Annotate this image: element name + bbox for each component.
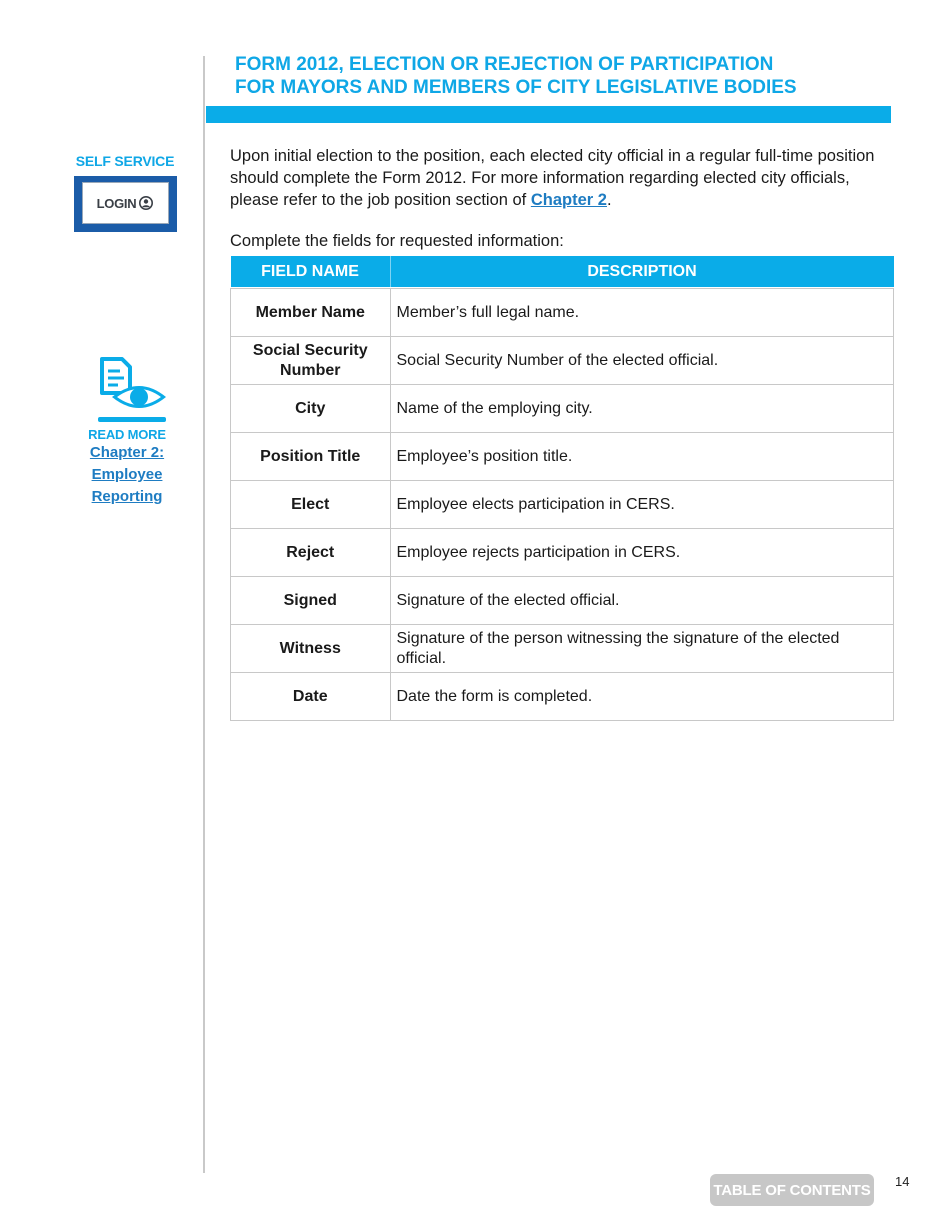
table-header-row [231,256,894,287]
page-number: 14 [895,1174,910,1189]
login-button-face[interactable] [82,182,169,224]
read-more-link-line-3[interactable]: Reporting [91,488,163,505]
intro-text: Upon initial election to the position, each elected city official in a regular full-time position should complete the Form 2012. For more information regarding elected city officials, please refer to the job position section of [230,147,875,209]
table-row [231,385,894,433]
read-more-link-line-1[interactable]: Chapter 2: [89,444,165,461]
description-cell: Date the form is completed. [390,673,894,721]
login-label: LOGIN [96,195,137,211]
field-name-cell: Member Name [231,289,391,337]
read-more-link-line-2[interactable]: Employee [91,466,163,483]
table-row [231,673,894,721]
description-cell: Employee’s position title. [390,433,894,481]
field-name-cell: Elect [231,481,391,529]
title-line-2: FOR MAYORS AND MEMBERS OF CITY LEGISLATIVE BODIES [235,77,797,98]
description-cell: Employee rejects participation in CERS. [390,529,894,577]
title-accent-bar [206,106,891,123]
field-name-cell: Signed [231,577,391,625]
user-icon [139,196,153,210]
description-cell: Employee elects participation in CERS. [390,481,894,529]
description-cell: Name of the employing city. [390,385,894,433]
field-name-cell: City [231,385,391,433]
chapter-2-link[interactable]: Chapter 2 [530,191,607,209]
table-of-contents-button[interactable]: TABLE OF CONTENTS [710,1174,874,1206]
field-name-cell: Reject [231,529,391,577]
table-row [231,337,894,385]
description-cell: Signature of the elected official. [390,577,894,625]
table-row [231,625,894,673]
field-name-cell: Witness [231,625,391,673]
table-row [231,577,894,625]
table-row [231,433,894,481]
complete-instructions: Complete the fields for requested information: [230,232,564,250]
header-field-name: FIELD NAME [231,256,391,287]
table-row [231,529,894,577]
page-title [235,53,895,99]
login-button[interactable] [74,176,177,232]
field-name-cell: Social Security Number [231,337,391,385]
table-row [231,289,894,337]
fields-table [230,256,894,721]
table-row [231,481,894,529]
description-cell: Social Security Number of the elected official. [390,337,894,385]
read-more-panel [72,355,182,508]
page-divider-line [203,56,205,1173]
document-eye-icon [84,355,170,425]
intro-paragraph [230,145,895,211]
description-cell: Signature of the person witnessing the signature of the elected official. [390,625,894,673]
intro-text-end: . [606,191,612,209]
read-more-label: READ MORE [88,427,166,442]
header-description: DESCRIPTION [390,256,894,287]
self-service-label: SELF SERVICE [75,153,175,169]
title-line-1: FORM 2012, ELECTION OR REJECTION OF PARTICIPATION [235,54,774,75]
field-name-cell: Date [231,673,391,721]
field-name-cell: Position Title [231,433,391,481]
self-service-panel [70,153,180,237]
description-cell: Member’s full legal name. [390,289,894,337]
